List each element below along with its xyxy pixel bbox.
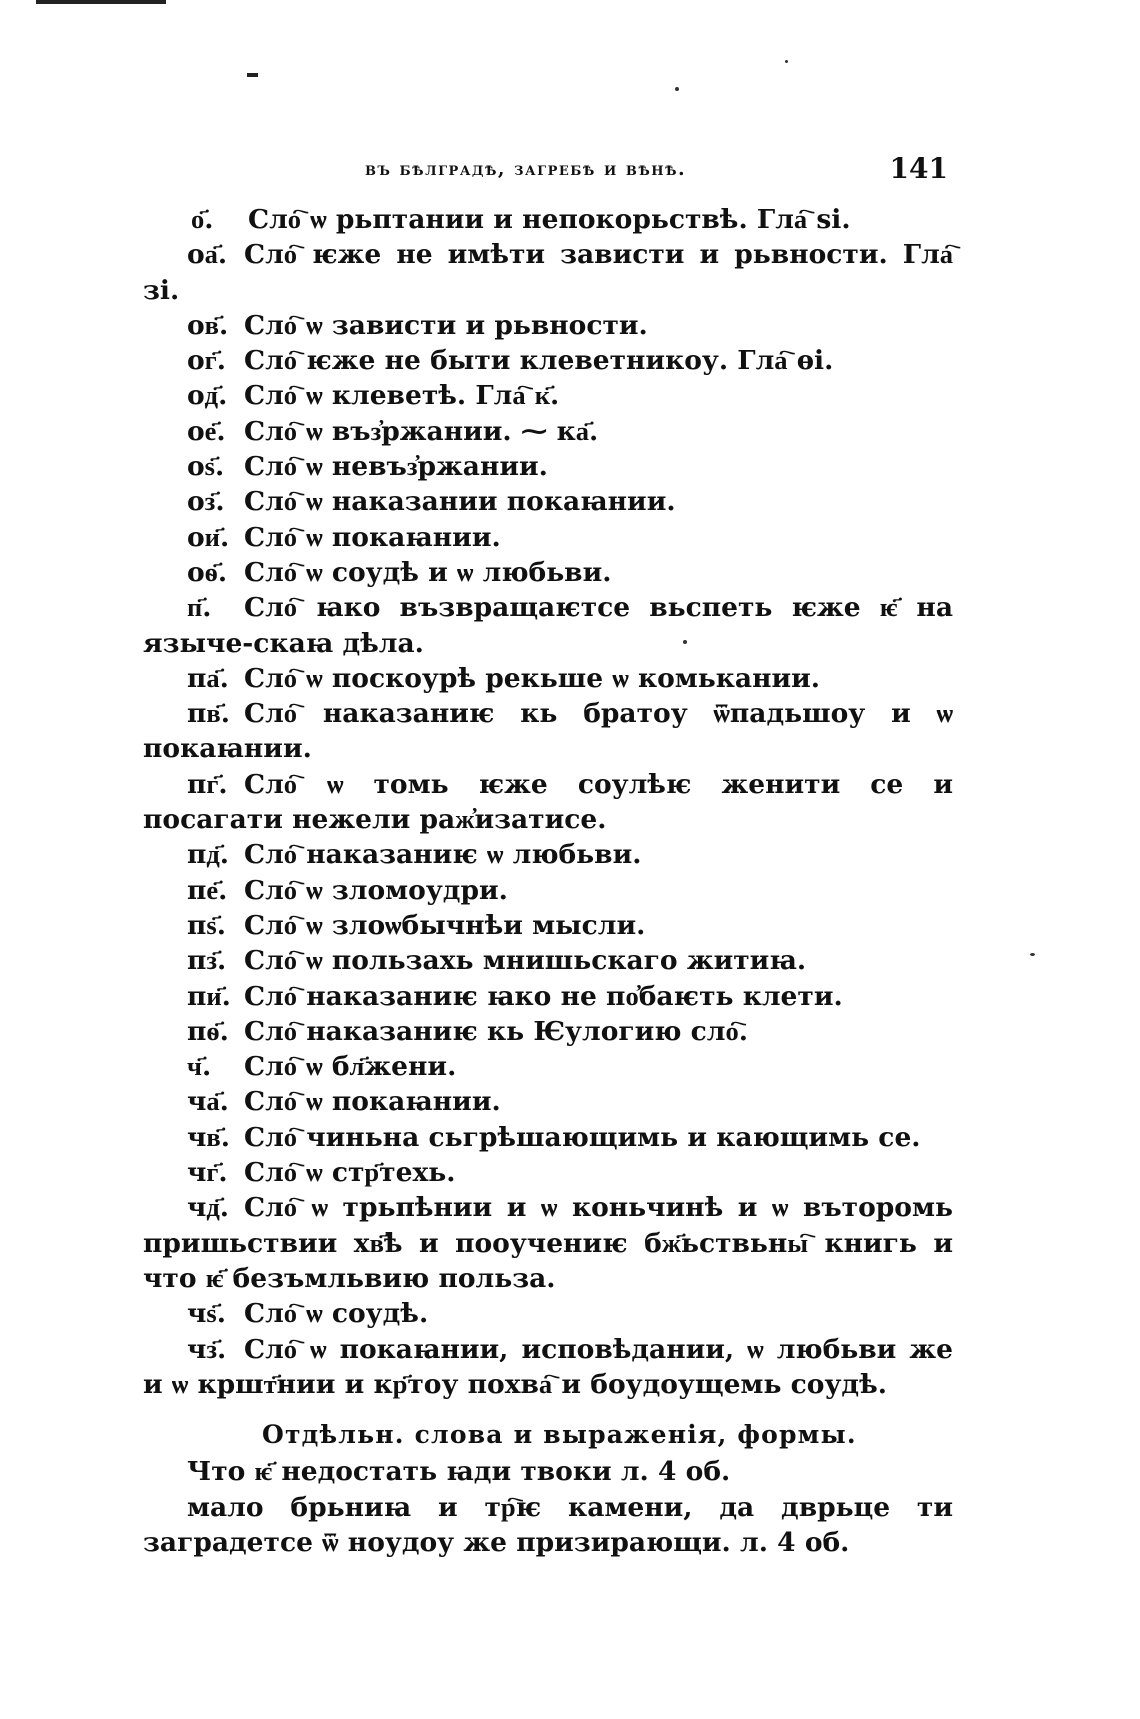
chapter-number: ои҃. [187,521,230,553]
chapter-title: Сло҇ ѡ рьптании и непокорьствѣ. Гла҇ ѕі. [248,204,851,235]
chapter-title: Сло҇ ѡ томь ѥже соулѣѥ женити се и посагати нежели раж҆изатисе. [143,768,953,836]
chapter-entry [143,484,953,519]
chapter-title: Сло҇ ѡ стр҃техь. [244,1157,456,1189]
chapter-entry [143,1155,953,1190]
chapter-number: чд҃. [187,1192,230,1224]
chapter-entry [143,202,953,237]
chapter-title: Сло҇ ѥже не быти клеветникоу. Гла҇ ѳі. [244,345,834,377]
chapter-title: Сло҇ ѡ злоѡбычнѣи мысли. [244,909,646,941]
chapter-entry [143,1190,953,1296]
top-rule [36,0,166,4]
chapter-title: Сло҇ ѡ наказании покаꙗнии. [244,486,676,518]
chapter-number: оа҃. [187,239,228,271]
chapter-entry [143,837,953,872]
chapter-entry [143,414,953,449]
chapter-number: оз҃. [187,486,225,518]
chapter-number: ч҃. [187,1051,212,1083]
chapter-entry [143,1296,953,1331]
chapter-number: пв҃. [187,698,230,730]
chapter-entry [143,696,953,767]
chapter-title: Сло҇ ꙗко възвращаѥтсе вьспеть ѥже ѥ҃ на языче-скаꙗ дѣла. [143,592,953,659]
chapter-number: пе҃. [187,874,228,906]
note-paragraph: Что ѥ҃ недостать ꙗди твоки л. 4 об. [187,1456,731,1487]
notes-section [143,1454,953,1561]
chapter-number: пи҃. [187,980,231,1012]
chapter-entry [143,943,953,978]
chapter-number: ча҃. [187,1086,229,1118]
chapter-entry [143,908,953,943]
chapter-entry [143,979,953,1014]
print-speck [1030,953,1035,956]
chapter-title: Сло҇ ѥже не имѣти зависти и рьвности. Гла҇ зі. [143,239,953,306]
chapter-entry [143,449,953,484]
chapter-number: п҃. [187,592,212,624]
chapter-title: Сло҇ ѡ въз҆ржании. ⁓ ка҃. [244,415,599,447]
note-paragraph: мало брьниꙗ и тр҇ѥ камени, да дврьце ти заградетсе ѿ ноудоу же призирающи. л. 4 об. [143,1491,953,1559]
chapter-number: пз҃. [187,945,227,977]
chapter-title: Сло҇ ѡ покаꙗнии, исповѣдании, ѡ любьви же и ѡ кршт҃нии и кр҃тоу похва҇ и боудоущемь соудѣ. [143,1333,953,1400]
chapter-number: оѳ҃. [187,556,228,588]
chapter-entry [143,1084,953,1119]
section-subheading: Отдѣльн. слова и выраженія, формы. [262,1420,857,1449]
print-speck [785,60,788,63]
chapter-number: о҃. [191,204,214,235]
chapter-title: Сло҇ ѡ покаꙗнии. [244,521,501,553]
chapter-title: Сло҇ ѡ покаꙗнии. [244,1086,501,1118]
chapter-number: чз҃. [187,1333,227,1365]
chapter-number: од҃. [187,380,228,412]
chapter-entry [143,1049,953,1084]
chapter-title: Сло҇ наказаниѥ ꙗко не по҆баѥть клети. [244,980,843,1012]
chapter-entry [143,520,953,555]
chapter-entry [143,237,953,308]
chapter-entry [143,343,953,378]
chapter-entry [143,1120,953,1155]
chapter-number: чѕ҃. [187,1298,226,1330]
chapter-number: пѕ҃. [187,909,226,941]
chapter-number: ог҃. [187,345,226,377]
chapter-title: Сло҇ ѡ пользахь мнишьскаго житиꙗ. [244,945,807,977]
chapter-number: пд҃. [187,839,230,871]
chapter-entry [143,1014,953,1049]
chapter-entry [143,1332,953,1403]
chapter-title: Сло҇ наказаниѥ кь Ѥулогию сло҇. [244,1015,748,1047]
page-number: 141 [889,152,948,185]
chapter-title: Сло҇ ѡ бл҃жени. [244,1051,457,1083]
top-dash-mark [247,73,258,77]
chapter-title: Сло҇ ѡ трьпѣнии и ѡ коньчинѣ и ѡ въторомь пришьствии хв҃ѣ и пооучениѥ бж҃ьствьны҇ книгь и что ѥ҃ безъмльвию польза. [143,1192,953,1294]
chapter-title: Сло҇ наказаниѥ ѡ любьви. [244,839,642,871]
chapter-entry [143,308,953,343]
chapter-entry [143,378,953,413]
chapter-entry [143,661,953,696]
chapter-entry [143,590,953,661]
chapter-title: Сло҇ наказаниѥ кь братоу ѿпадьшоу и ѡ покаꙗнии. [143,698,953,765]
chapter-list [143,202,953,1402]
chapter-number: пѳ҃. [187,1015,229,1047]
chapter-entry [143,873,953,908]
chapter-title: Сло҇ ѡ поскоурѣ рекьше ѡ комькании. [244,662,820,694]
chapter-title: Сло҇ ѡ соудѣ. [244,1298,429,1330]
page-header [140,152,950,188]
chapter-entry [143,767,953,838]
chapter-entry [143,555,953,590]
chapter-number: чв҃. [187,1121,230,1153]
running-title: въ бѣлградѣ, загребѣ и вѣнѣ. [365,158,687,180]
chapter-title: Сло҇ ѡ клеветѣ. Гла҇ к҃. [244,380,560,412]
chapter-number: па҃. [187,662,229,694]
chapter-number: чг҃. [187,1157,228,1189]
chapter-title: Сло҇ ѡ зависти и рьвности. [244,309,648,341]
chapter-title: Сло҇ чиньна сьгрѣшающимь и кающимь се. [244,1121,921,1153]
chapter-title: Сло҇ ѡ соудѣ и ѡ любьви. [244,556,612,588]
chapter-number: пг҃. [187,768,228,800]
chapter-number: оѕ҃. [187,451,225,483]
chapter-number: ое҃. [187,415,226,447]
chapter-title: Сло҇ ѡ зломоудри. [244,874,508,906]
chapter-number: ов҃. [187,309,229,341]
print-speck [675,87,679,91]
chapter-title: Сло҇ ѡ невъз҆ржании. [244,451,548,483]
